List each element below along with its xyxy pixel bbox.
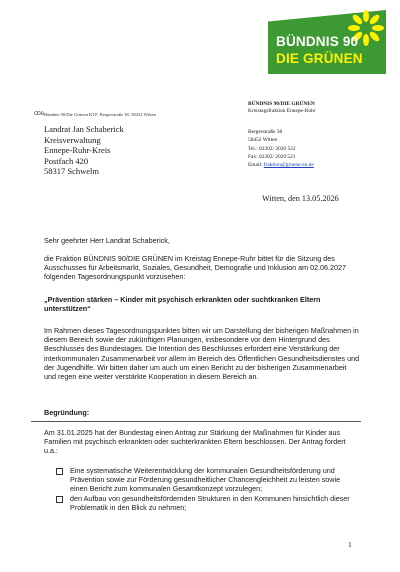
- logo-text-line2: DIE GRÜNEN: [276, 51, 363, 66]
- letter-date: Witten, den 13.05.2026: [262, 194, 339, 203]
- checkbox-bullet-icon: [56, 468, 63, 475]
- agenda-topic: „Prävention stärken – Kinder mit psychisch erkrankten oder suchtkranken Eltern unterstützen“: [44, 295, 321, 314]
- contact-email-row: [248, 161, 314, 169]
- justification-paragraph: Am 31.01.2025 hat der Bundestag einen Antrag zur Stärkung der Maßnahmen für Kinder aus Familien mit psychisch erkrankten oder suchterkrankten Eltern beschlossen. Der Antrag fordert u.a.:: [44, 428, 346, 456]
- page-number: 1: [348, 540, 352, 549]
- demands-list: [58, 466, 358, 512]
- list-item-text: den Aufbau von gesundheitsfördernden Strukturen in den Kommunen hinsichtlich dieser Problematik in den Blick zu nehmen;: [70, 493, 350, 512]
- contact-street: Bergerstraße 38: [248, 129, 283, 135]
- intro-paragraph: die Fraktion BÜNDNIS 90/DIE GRÜNEN im Kreistag Ennepe-Ruhr bittet für die Sitzung des Ausschusses für Arbeitsmarkt, Soziales, Gesundheit, Demografie und Inklusion am 02.06.2027 folgenden Tagesordnungspunkt vorzusehen:: [44, 254, 347, 282]
- recipient-line: Kreisverwaltung: [44, 134, 101, 145]
- request-paragraph: Im Rahmen dieses Tagesordnungspunktes bitten wir um Darstellung der bisherigen Maßnahmen in diesem Bereich sowie der zukünftigen Planungen, insbesondere vor dem Hintergrund des Beschlusses des Bundestages. Die Intention des Beschlusses erfordert eine Verstärkung der interkommunalen Zusammenarbeit vor allem im Bereich des Öffentlichen Gesundheitsdienstes und der Jugendhilfe. Wir bitten daher um auch um einen Bericht zu der bisherigen Zusammenarbeit und regen eine weiter verstärkte Kooperation in diesem Bereich an.: [44, 326, 360, 382]
- org-block: [248, 101, 316, 115]
- recipient-line: Postfach 420: [44, 155, 89, 166]
- checkbox-bullet-icon: [56, 496, 63, 503]
- list-item-text: Eine systematische Weiterentwicklung der kommunalen Gesundheitsförderung und Prävention sowie zur Förderung gesundheitlicher Chancengleichheit zu leisten sowie einen Bericht zum kommunalen Gesamtkonzept vorzulegen;: [70, 466, 341, 494]
- email-link[interactable]: fraktion@gruene-en.de: [263, 162, 314, 169]
- sender-mark: ꝎB: [34, 112, 45, 117]
- list-item: [58, 494, 358, 512]
- recipient-line: 58317 Schwelm: [44, 166, 100, 177]
- begruendung-heading: Begründung:: [44, 408, 90, 417]
- contact-tel: Tel.: 02302/ 2020 522: [248, 145, 296, 152]
- recipient-line: Ennepe-Ruhr-Kreis: [44, 145, 111, 156]
- org-subtitle: Kreistagsfraktion Ennepe-Ruhr: [248, 108, 316, 114]
- section-divider: [31, 421, 361, 422]
- logo-text-line1: BÜNDNIS 90: [276, 34, 359, 49]
- contact-fax: Fax: 02302/ 2020 521: [248, 153, 296, 160]
- recipient-line: Landrat Jan Schaberick: [44, 124, 124, 134]
- salutation: Sehr geehrter Herr Landrat Schaberick,: [44, 236, 170, 245]
- email-label: Email:: [248, 162, 263, 169]
- return-address: Bündnis 90/Die Grünen KTF, Bergerstraße 38, 58452 Witten: [44, 112, 156, 117]
- contact-block: [248, 128, 314, 169]
- contact-city: 58452 Witten: [248, 137, 278, 144]
- org-name: BÜNDNIS 90/DIE GRÜNEN: [248, 101, 315, 107]
- party-logo: [268, 10, 386, 74]
- recipient-address: [44, 124, 124, 177]
- list-item: [58, 466, 358, 494]
